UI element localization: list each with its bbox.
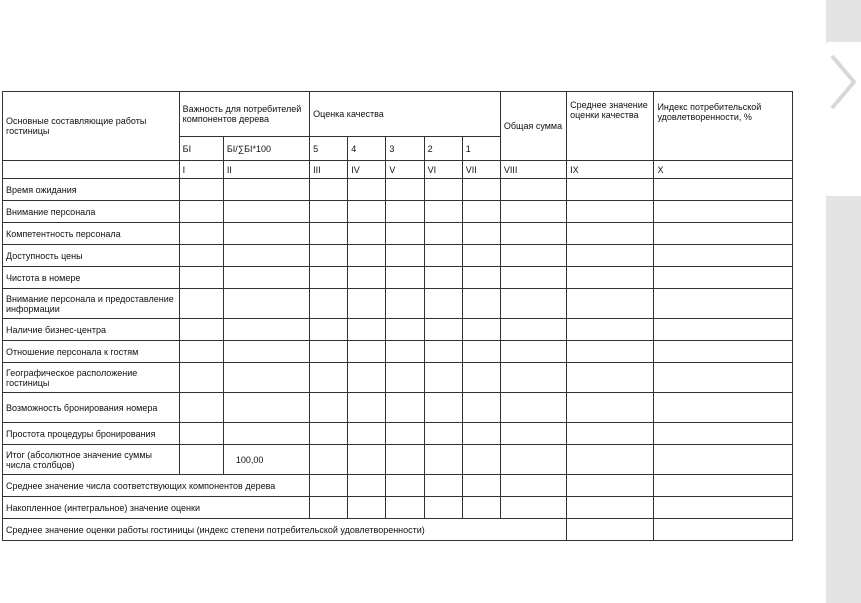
subheader-q3: 3 <box>386 137 424 161</box>
weighted-row <box>3 497 793 519</box>
row-label: Наличие бизнес-центра <box>3 319 180 341</box>
totals-value: 100,00 <box>223 445 309 475</box>
subheader-q4: 4 <box>348 137 386 161</box>
row-label: Географическое расположение гостиницы <box>3 363 180 393</box>
final-row <box>3 519 793 541</box>
header-row <box>3 92 793 137</box>
weighted-label: Накопленное (интегральное) значение оценки <box>3 497 310 519</box>
average-row <box>3 475 793 497</box>
totals-row <box>3 445 793 475</box>
roman-numeral: IV <box>348 161 386 179</box>
subheader-q1: 1 <box>462 137 500 161</box>
chevron-right-icon[interactable] <box>828 52 858 112</box>
table-row <box>3 363 793 393</box>
row-label: Компетентность персонала <box>3 223 180 245</box>
row-label: Время ожидания <box>3 179 180 201</box>
table-row <box>3 289 793 319</box>
roman-numeral: IX <box>567 161 654 179</box>
roman-numeral: X <box>654 161 793 179</box>
header-average: Среднее значение оценки качества <box>567 92 654 161</box>
final-label: Среднее значение оценки работы гостиницы (индекс степени потребительской удовлетворенности) <box>3 519 567 541</box>
subheader-bi: БI <box>179 137 223 161</box>
roman-numeral-row <box>3 161 793 179</box>
subheader-q2: 2 <box>424 137 462 161</box>
row-label: Отношение персонала к гостям <box>3 341 180 363</box>
table-row <box>3 201 793 223</box>
roman-numeral: II <box>223 161 309 179</box>
table-row <box>3 179 793 201</box>
row-label: Внимание персонала и предоставление информации <box>3 289 180 319</box>
table-row <box>3 341 793 363</box>
row-label: Возможность бронирования номера <box>3 393 180 423</box>
roman-numeral: VIII <box>500 161 566 179</box>
table-row <box>3 267 793 289</box>
roman-numeral: I <box>179 161 223 179</box>
subheader-bi-ratio: БI/∑БI*100 <box>223 137 309 161</box>
header-importance: Важность для потребителей компонентов дерева <box>179 92 309 137</box>
table-row <box>3 393 793 423</box>
header-index: Индекс потребительской удовлетворенности, % <box>654 92 793 161</box>
table-row <box>3 223 793 245</box>
roman-numeral: VI <box>424 161 462 179</box>
average-label: Среднее значение числа соответствующих компонентов дерева <box>3 475 310 497</box>
header-components: Основные составляющие работы гостиницы <box>3 92 180 161</box>
table-row <box>3 423 793 445</box>
header-total: Общая сумма <box>500 92 566 161</box>
roman-numeral: VII <box>462 161 500 179</box>
row-label: Чистота в номере <box>3 267 180 289</box>
survey-table <box>2 91 793 541</box>
totals-label: Итог (абсолютное значение суммы числа столбцов) <box>3 445 180 475</box>
row-label: Простота процедуры бронирования <box>3 423 180 445</box>
row-label: Доступность цены <box>3 245 180 267</box>
subheader-q5: 5 <box>310 137 348 161</box>
table-row <box>3 245 793 267</box>
table-row <box>3 319 793 341</box>
row-label: Внимание персонала <box>3 201 180 223</box>
roman-numeral: III <box>310 161 348 179</box>
roman-numeral: V <box>386 161 424 179</box>
header-quality: Оценка качества <box>310 92 501 137</box>
